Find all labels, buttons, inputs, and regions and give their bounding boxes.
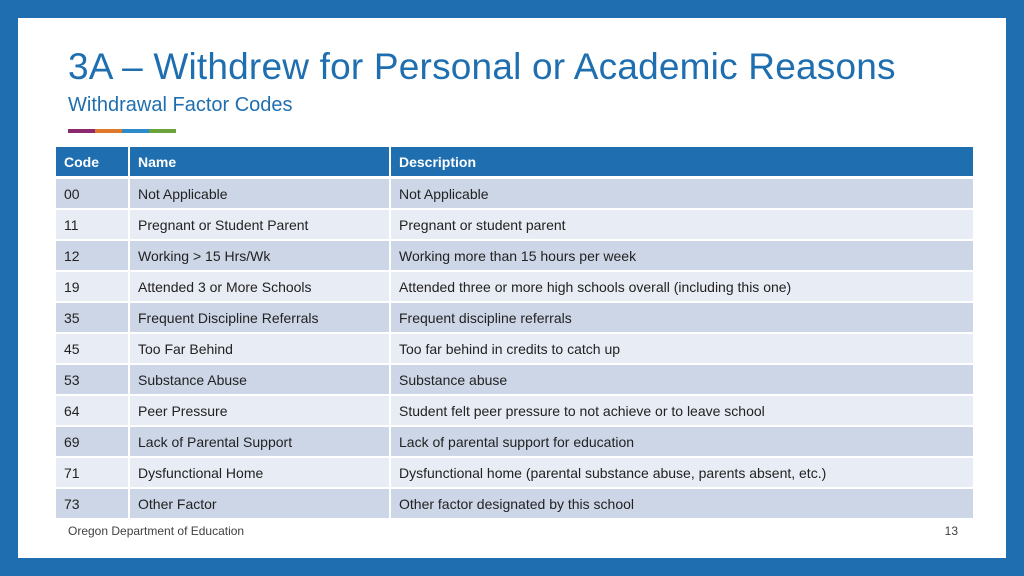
header-name: Name xyxy=(129,146,390,178)
cell-code: 73 xyxy=(55,488,129,519)
table-row xyxy=(55,364,974,395)
cell-name: Dysfunctional Home xyxy=(129,457,390,488)
cell-name: Peer Pressure xyxy=(129,395,390,426)
cell-description: Dysfunctional home (parental substance abuse, parents absent, etc.) xyxy=(390,457,974,488)
accent-bar xyxy=(68,129,176,133)
cell-name: Too Far Behind xyxy=(129,333,390,364)
cell-name: Not Applicable xyxy=(129,178,390,210)
cell-description: Too far behind in credits to catch up xyxy=(390,333,974,364)
withdrawal-codes-table xyxy=(54,145,975,520)
cell-code: 19 xyxy=(55,271,129,302)
cell-code: 64 xyxy=(55,395,129,426)
table-row xyxy=(55,240,974,271)
table-row xyxy=(55,488,974,519)
table-row xyxy=(55,209,974,240)
header-description: Description xyxy=(390,146,974,178)
cell-description: Other factor designated by this school xyxy=(390,488,974,519)
cell-code: 11 xyxy=(55,209,129,240)
table-row xyxy=(55,302,974,333)
cell-description: Attended three or more high schools overall (including this one) xyxy=(390,271,974,302)
cell-code: 00 xyxy=(55,178,129,210)
cell-name: Attended 3 or More Schools xyxy=(129,271,390,302)
cell-code: 69 xyxy=(55,426,129,457)
cell-description: Student felt peer pressure to not achieve or to leave school xyxy=(390,395,974,426)
header-code: Code xyxy=(55,146,129,178)
cell-code: 45 xyxy=(55,333,129,364)
table-row xyxy=(55,333,974,364)
accent-segment-1 xyxy=(68,129,95,133)
table-body xyxy=(55,178,974,520)
cell-description: Not Applicable xyxy=(390,178,974,210)
slide-title: 3A – Withdrew for Personal or Academic Reasons xyxy=(68,46,896,87)
cell-name: Working > 15 Hrs/Wk xyxy=(129,240,390,271)
cell-code: 12 xyxy=(55,240,129,271)
cell-name: Lack of Parental Support xyxy=(129,426,390,457)
table-row xyxy=(55,271,974,302)
cell-code: 53 xyxy=(55,364,129,395)
slide-subtitle: Withdrawal Factor Codes xyxy=(68,94,293,116)
cell-description: Pregnant or student parent xyxy=(390,209,974,240)
cell-description: Working more than 15 hours per week xyxy=(390,240,974,271)
cell-description: Frequent discipline referrals xyxy=(390,302,974,333)
cell-description: Substance abuse xyxy=(390,364,974,395)
table-row xyxy=(55,426,974,457)
cell-name: Substance Abuse xyxy=(129,364,390,395)
cell-name: Other Factor xyxy=(129,488,390,519)
accent-segment-3 xyxy=(122,129,149,133)
page-number: 13 xyxy=(944,524,958,538)
cell-description: Lack of parental support for education xyxy=(390,426,974,457)
cell-name: Pregnant or Student Parent xyxy=(129,209,390,240)
table-row xyxy=(55,395,974,426)
footer-organization: Oregon Department of Education xyxy=(68,524,245,538)
cell-code: 35 xyxy=(55,302,129,333)
accent-segment-2 xyxy=(95,129,122,133)
table-row xyxy=(55,457,974,488)
cell-name: Frequent Discipline Referrals xyxy=(129,302,390,333)
table-header-row xyxy=(55,146,974,178)
table-row xyxy=(55,178,974,210)
accent-segment-4 xyxy=(149,129,176,133)
cell-code: 71 xyxy=(55,457,129,488)
slide xyxy=(18,18,1006,558)
